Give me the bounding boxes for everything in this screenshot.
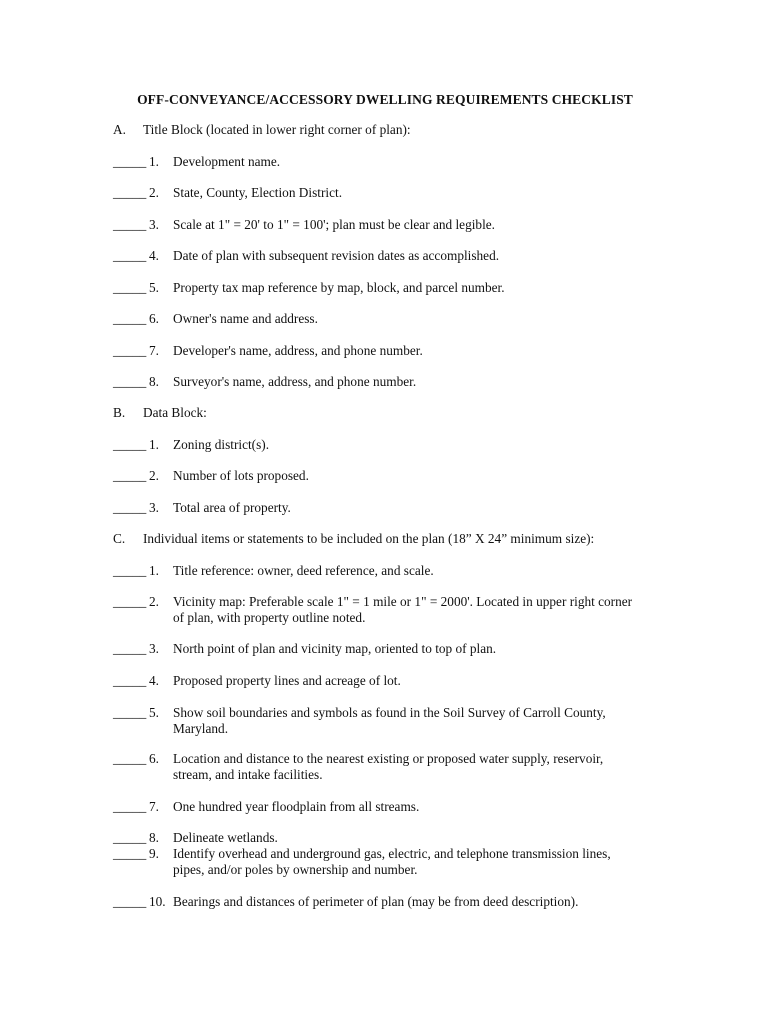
item-text: Property tax map reference by map, block, and parcel number. bbox=[173, 280, 505, 295]
checklist-item bbox=[113, 705, 643, 737]
checklist-item bbox=[113, 563, 643, 579]
item-number: 1. bbox=[149, 563, 159, 578]
item-number: 5. bbox=[149, 280, 159, 295]
item-text: Zoning district(s). bbox=[173, 437, 270, 452]
check-blank: _____ bbox=[113, 185, 147, 200]
check-blank: _____ bbox=[113, 374, 147, 389]
item-number: 4. bbox=[149, 248, 159, 263]
check-blank: _____ bbox=[113, 594, 147, 609]
checklist-item bbox=[113, 846, 643, 878]
item-text: Development name. bbox=[173, 154, 281, 169]
item-number: 8. bbox=[149, 374, 159, 389]
item-number: 8. bbox=[149, 830, 159, 845]
section-heading-text: Data Block: bbox=[143, 405, 207, 420]
item-text: Owner's name and address. bbox=[173, 311, 318, 326]
section-a-heading bbox=[113, 122, 411, 138]
item-number: 6. bbox=[149, 751, 159, 766]
checklist-item bbox=[113, 185, 643, 201]
item-text: Vicinity map: Preferable scale 1" = 1 mile or 1" = 2000'. Located in upper right corner of plan, with property outline noted. bbox=[173, 594, 633, 625]
checklist-item bbox=[113, 343, 643, 359]
item-number: 3. bbox=[149, 641, 159, 656]
checklist-item bbox=[113, 751, 643, 783]
checklist-item bbox=[113, 830, 643, 846]
check-blank: _____ bbox=[113, 641, 147, 656]
item-text: Bearings and distances of perimeter of plan (may be from deed description). bbox=[173, 894, 579, 909]
item-text: One hundred year floodplain from all streams. bbox=[173, 799, 420, 814]
item-number: 3. bbox=[149, 500, 159, 515]
checklist-item bbox=[113, 799, 643, 815]
section-letter: A. bbox=[113, 122, 126, 137]
item-number: 7. bbox=[149, 799, 159, 814]
check-blank: _____ bbox=[113, 846, 147, 861]
checklist-item bbox=[113, 437, 643, 453]
item-number: 1. bbox=[149, 154, 159, 169]
section-letter: C. bbox=[113, 531, 126, 546]
checklist-item bbox=[113, 894, 643, 910]
section-letter: B. bbox=[113, 405, 126, 420]
checklist-item bbox=[113, 154, 643, 170]
section-heading-text: Individual items or statements to be included on the plan (18” X 24” minimum size): bbox=[143, 531, 595, 546]
checklist-item bbox=[113, 673, 643, 689]
check-blank: _____ bbox=[113, 751, 147, 766]
item-text: Title reference: owner, deed reference, and scale. bbox=[173, 563, 434, 578]
checklist-item bbox=[113, 594, 643, 626]
item-text: Show soil boundaries and symbols as found in the Soil Survey of Carroll County, Maryland. bbox=[173, 705, 606, 736]
check-blank: _____ bbox=[113, 311, 147, 326]
item-number: 9. bbox=[149, 846, 159, 861]
item-number: 2. bbox=[149, 185, 159, 200]
check-blank: _____ bbox=[113, 563, 147, 578]
check-blank: _____ bbox=[113, 343, 147, 358]
checklist-item bbox=[113, 217, 643, 233]
item-text: State, County, Election District. bbox=[173, 185, 343, 200]
item-text: Delineate wetlands. bbox=[173, 830, 278, 845]
check-blank: _____ bbox=[113, 894, 147, 909]
item-number: 6. bbox=[149, 311, 159, 326]
checklist-item bbox=[113, 280, 643, 296]
item-text: Date of plan with subsequent revision dates as accomplished. bbox=[173, 248, 500, 263]
checklist-item bbox=[113, 374, 643, 390]
check-blank: _____ bbox=[113, 280, 147, 295]
item-text: Scale at 1" = 20' to 1" = 100'; plan must be clear and legible. bbox=[173, 217, 495, 232]
item-text: Total area of property. bbox=[173, 500, 291, 515]
section-b-heading bbox=[113, 405, 207, 421]
item-number: 3. bbox=[149, 217, 159, 232]
checklist-item bbox=[113, 500, 643, 516]
section-heading-text: Title Block (located in lower right corner of plan): bbox=[143, 122, 411, 137]
section-c-heading bbox=[113, 531, 594, 547]
item-text: Location and distance to the nearest existing or proposed water supply, reservoir, stream, and intake facilities. bbox=[173, 751, 604, 782]
checklist-item bbox=[113, 248, 643, 264]
check-blank: _____ bbox=[113, 468, 147, 483]
item-number: 1. bbox=[149, 437, 159, 452]
item-number: 2. bbox=[149, 468, 159, 483]
item-text: Identify overhead and underground gas, electric, and telephone transmission lines, pipes, and/or poles by ownership and number. bbox=[173, 846, 611, 877]
item-text: Number of lots proposed. bbox=[173, 468, 309, 483]
checklist-item bbox=[113, 468, 643, 484]
item-text: North point of plan and vicinity map, oriented to top of plan. bbox=[173, 641, 497, 656]
checklist-item bbox=[113, 311, 643, 327]
check-blank: _____ bbox=[113, 248, 147, 263]
check-blank: _____ bbox=[113, 437, 147, 452]
check-blank: _____ bbox=[113, 830, 147, 845]
page-title: OFF-CONVEYANCE/ACCESSORY DWELLING REQUIREMENTS CHECKLIST bbox=[137, 92, 633, 107]
item-number: 2. bbox=[149, 594, 159, 609]
item-text: Surveyor's name, address, and phone number. bbox=[173, 374, 417, 389]
check-blank: _____ bbox=[113, 217, 147, 232]
item-number: 5. bbox=[149, 705, 159, 720]
item-number: 4. bbox=[149, 673, 159, 688]
item-text: Developer's name, address, and phone number. bbox=[173, 343, 423, 358]
check-blank: _____ bbox=[113, 500, 147, 515]
item-number: 7. bbox=[149, 343, 159, 358]
check-blank: _____ bbox=[113, 799, 147, 814]
item-text: Proposed property lines and acreage of lot. bbox=[173, 673, 401, 688]
check-blank: _____ bbox=[113, 154, 147, 169]
checklist-item bbox=[113, 641, 643, 657]
item-number: 10. bbox=[149, 894, 166, 909]
check-blank: _____ bbox=[113, 673, 147, 688]
check-blank: _____ bbox=[113, 705, 147, 720]
